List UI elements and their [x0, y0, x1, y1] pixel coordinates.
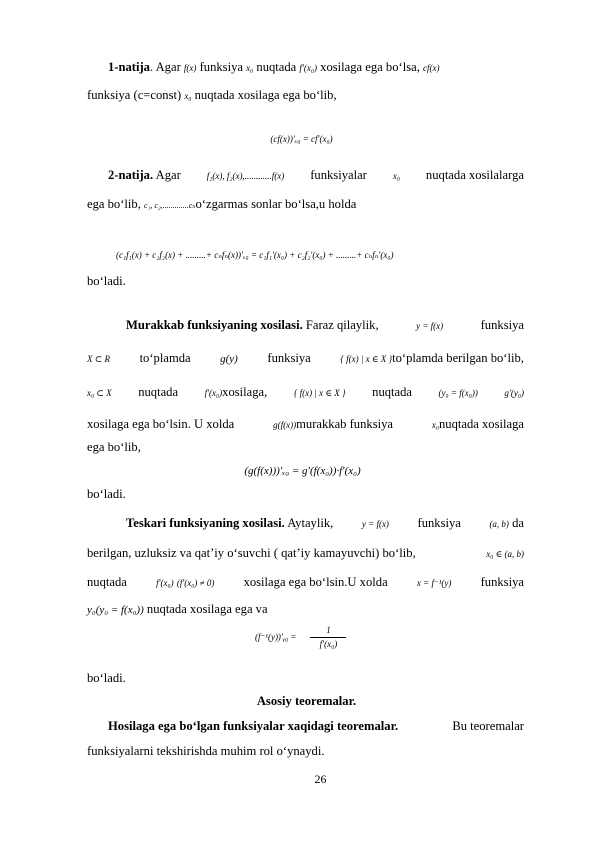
text: nuqtada xosilalarga [425, 168, 524, 182]
composite-derivative-label: Murakkab funksiyaning xosilasi. [126, 318, 303, 332]
text: to‘plamda [139, 351, 191, 365]
section-title [0, 695, 595, 708]
p3-line-2 [87, 352, 524, 365]
section-title-text: Asosiy teoremalar. [256, 694, 357, 708]
formula-inline: x₀ [184, 91, 192, 101]
text: xosilaga ega bo‘lsa, [320, 60, 420, 74]
p1-formula [0, 132, 595, 145]
formula-inline: x₀ [246, 63, 254, 73]
inverse-derivative-label: Teskari funksiyaning xosilasi. [126, 516, 285, 530]
text: Aytaylik, [287, 516, 334, 530]
formula-inline: (a, b) [489, 519, 509, 529]
page-number-text: 26 [314, 772, 327, 786]
theorems-label: Hosilaga ega bo‘lgan funksiyalar xaqidagi teoremalar. [108, 719, 399, 733]
text: bo‘ladi. [87, 487, 126, 501]
p3-line-1 [126, 319, 524, 332]
formula-inline: X ⊂ R [87, 354, 111, 364]
text: Faraz qilaylik, [305, 318, 379, 332]
p3-line-4 [87, 418, 524, 431]
text: Agar [155, 168, 181, 182]
formula-inline: c₁, c₂,.............cₙ [144, 201, 196, 210]
result-2-label: 2-natija. [108, 168, 154, 182]
formula-inline: y = f(x) [361, 519, 389, 529]
text: da [512, 516, 524, 530]
text: murakkab funksiya [296, 417, 393, 431]
p2-line-2 [87, 198, 356, 211]
text: funksiya [267, 351, 311, 365]
fraction-denominator: f′(x₀) [319, 639, 338, 649]
formula-inline: (y₀ = f(x₀)) [438, 388, 478, 398]
formula-display: (g(f(x)))′ₓ₀ = g′(f(x₀))·f′(x₀) [244, 465, 361, 477]
formula-display: (c₁f₁(x) + c₂f₂(x) + .........+ cₙfₙ(x))′ₓ₀ = c₁f₁′(x₀) + c₂f₂′(x₀) + .........+ cₙfₙ′(x₀) [116, 250, 394, 260]
text: funksiya (c=const) [87, 88, 182, 102]
text: nuqtada [87, 575, 127, 589]
formula-inline: x₀ ∈ (a, b) [486, 549, 524, 559]
formula-inline: f′(x₀) [156, 578, 174, 588]
formula-inline: { f(x) | x ∈ X } [340, 354, 393, 364]
text: funksiya [480, 318, 524, 332]
text: nuqtada xosilaga ega bo‘lib, [194, 88, 337, 102]
formula-inline: f₁(x), f₂(x),............f(x) [206, 171, 285, 181]
p4-line-4 [87, 603, 268, 616]
p3-line-3 [87, 386, 524, 399]
formula-inline: g(y) [220, 353, 238, 365]
formula-display: (cf(x))′ₓ₀ = cf′(x₀) [270, 134, 333, 144]
p4-formula [255, 626, 346, 649]
formula-inline: x₀ [431, 420, 439, 430]
p3-formula [0, 464, 595, 477]
p4-line-3 [87, 576, 524, 589]
text: bo‘ladi. [87, 671, 126, 685]
formula-inline: (f′(x₀) ≠ 0) [176, 578, 215, 588]
fraction-numerator: 1 [326, 625, 331, 635]
p4-line-2 [87, 547, 524, 560]
p1-line-2 [87, 89, 337, 102]
text: bo‘ladi. [87, 274, 126, 288]
formula-inline: x₀ [392, 171, 400, 181]
formula-inline: g(f(x)) [273, 420, 297, 430]
text: nuqtada xosilaga [439, 417, 524, 431]
p2-line-1 [108, 169, 524, 182]
formula-inline: y₀(y₀ = f(x₀)) [87, 604, 144, 616]
formula-inline: f′(x₀) [299, 63, 318, 73]
text: o‘zgarmas sonlar bo‘lsa,u holda [195, 197, 357, 211]
text: nuqtada [138, 385, 179, 399]
text: xosilaga, [222, 385, 268, 399]
formula-inline: x = f⁻¹(y) [416, 578, 452, 588]
text: nuqtada [372, 385, 413, 399]
text: funksiya [199, 60, 243, 74]
p4-line-1 [126, 517, 524, 530]
formula-inline: f′(x₀) [204, 388, 223, 398]
text: Bu teoremalar [452, 719, 524, 733]
p1-line-1 [108, 61, 439, 74]
text: ega bo‘lib, [87, 440, 141, 454]
text: xosilaga ega bo‘lsin.U xolda [243, 575, 388, 589]
text: berilgan, uzluksiz va qat’iy o‘suvchi ( qat’iy kamayuvchi) bo‘lib, [87, 546, 416, 560]
text: funksiyalar [310, 168, 367, 182]
formula-inline: g′(y₀) [504, 388, 524, 398]
formula-inline: cf(x) [423, 63, 440, 73]
formula-display: (f⁻¹(y))′ᵧ₀ = [255, 632, 297, 642]
formula-inline: f(x) [183, 63, 197, 73]
result-1-label: 1-natija [108, 60, 150, 74]
text: nuqtada xosilaga ega va [146, 602, 268, 616]
page-number [0, 773, 595, 785]
p2-formula [116, 248, 393, 261]
formula-inline: x₀ ⊂ X [87, 388, 112, 398]
text: xosilaga ega bo‘lsin. U xolda [87, 417, 235, 431]
formula-inline: { f(x) | x ∈ X } [293, 388, 346, 398]
text: funksiya [417, 516, 461, 530]
text: . Agar [149, 60, 181, 74]
formula-inline: y = f(x) [416, 321, 444, 331]
text: to‘plamda berilgan bo‘lib, [392, 351, 524, 365]
text: funksiya [480, 575, 524, 589]
formula-fraction [310, 626, 346, 649]
section-line-1 [108, 720, 524, 733]
text: nuqtada [256, 60, 297, 74]
text: funksiyalarni tekshirishda muhim rol o‘ynaydi. [87, 744, 325, 758]
text: ega bo‘lib, [87, 197, 141, 211]
